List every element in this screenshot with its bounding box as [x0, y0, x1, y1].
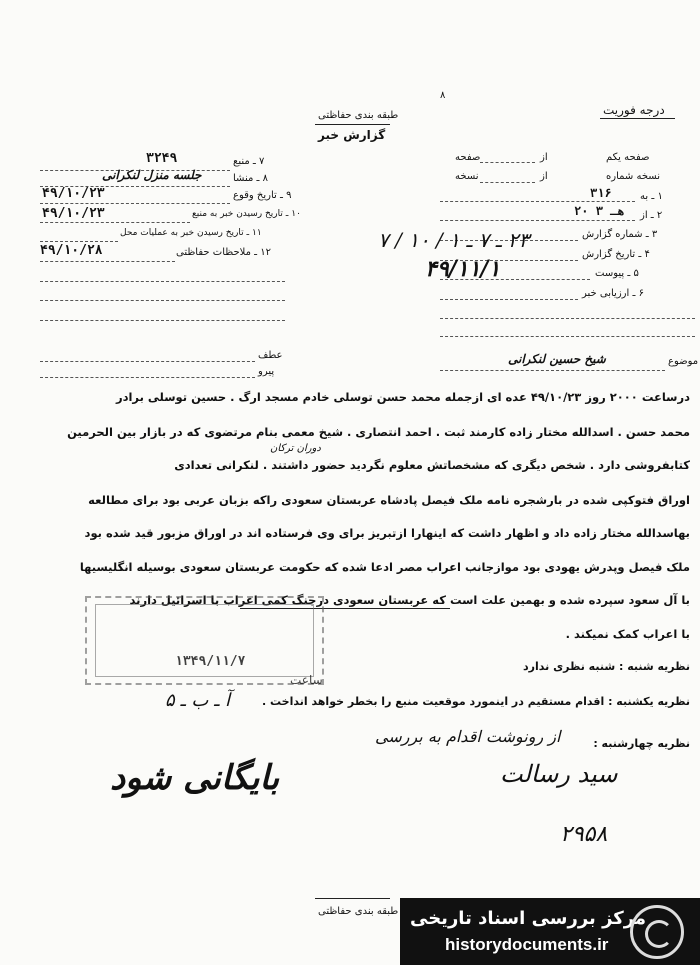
- opinion-wednesday: نظریه چهارشنبه :: [593, 737, 690, 750]
- handwritten-signature: سید رسالت: [500, 760, 618, 788]
- footer-classification: طبقه بندی حفاظتی: [318, 906, 399, 917]
- field-occur-date-value: ۴۹/۱۰/۲۳: [42, 186, 105, 201]
- field-received-source-value: ۴۹/۱۰/۲۳: [42, 206, 105, 221]
- field-origin-label: ۸ ـ منشا: [233, 173, 269, 184]
- handwritten-note-1: آ ـ ب ـ ۵: [165, 690, 231, 711]
- body-line: با اعراب کمک نمیکند .: [565, 627, 690, 641]
- handwritten-note-2: از رونوشت اقدام به بررسی: [375, 727, 561, 746]
- report-title: گزارش خبر: [318, 128, 386, 142]
- handwritten-report-number: ۲۳ ـ ۷ ـ ۱ / ۱۰ / ۷: [378, 228, 530, 252]
- field-to-value: ۳۱۶: [590, 186, 612, 200]
- field-copy-from: از: [540, 171, 548, 182]
- field-page-label: صفحه یکم: [606, 152, 650, 163]
- field-occur-date-label: ۹ ـ تاریخ وقوع: [233, 190, 292, 201]
- field-protection-value: ۴۹/۱۰/۲۸: [40, 243, 103, 258]
- field-received-source-label: ۱۰ ـ تاریخ رسیدن خبر به منبع: [192, 209, 301, 219]
- watermark-url: historydocuments.ir: [445, 935, 609, 954]
- stamp-time-label: ساعت: [290, 673, 323, 687]
- field-received-ops-label: ۱۱ ـ تاریخ رسیدن خبر به عملیات محل: [120, 228, 262, 238]
- urgency-label: درجه فوریت: [603, 103, 665, 117]
- body-line: محمد حسن . اسدالله مختار زاده کارمند ثبت . احمد انتصاری . شیخ معمی بنام مرتضوی که در بازار بین الحرمین: [67, 425, 690, 439]
- body-line: کتابفروشی دارد . شخص دیگری که مشخصاتش معلوم نگردید حضور داشتند . لنکرانی تعدادی: [174, 458, 690, 472]
- field-protection-label: ۱۲ ـ ملاحظات حفاظتی: [176, 247, 271, 258]
- body-line: درساعت ۲۰۰۰ روز ۴۹/۱۰/۲۳ عده ای ازجمله محمد حسن توسلی خادم مسجد ارگ . حسین توسلی برادر: [115, 390, 690, 404]
- field-from-label: ۲ ـ از: [640, 210, 663, 221]
- field-report-number-label: ۳ ـ شماره گزارش: [582, 229, 658, 240]
- field-source-value: ۳۲۴۹: [146, 151, 178, 166]
- archive-logo-icon: [630, 905, 684, 959]
- watermark-title: مرکز بررسی اسناد تاریخی: [410, 908, 647, 929]
- body-line: اوراق فتوکپی شده در بارشجره نامه ملک فیصل پادشاه عربستان سعودی راکه بزبان عربی بود برای مطالعه: [88, 493, 690, 507]
- attach-second-label: پیرو: [258, 366, 275, 377]
- subject-value: شیخ حسین لنکرانی: [508, 352, 606, 366]
- body-line: بهاسدالله مختار زاده داد و اظهار داشت که اینهارا ازتبریز برای وی فرستاده اند در اوراق مزبور قید شده بود: [84, 526, 690, 540]
- handwritten-report-date: ۴۹/۱۱/۱: [425, 256, 501, 282]
- field-to-label: ۱ ـ به: [640, 191, 663, 202]
- body-line: ملک فیصل وپدرش یهودی بود موازجانب اعراب مصر ادعا شده که حکومت عربستان سعودی بوسیله انگلیسیها: [79, 560, 690, 574]
- field-evaluation-label: ۶ ـ ارزیابی خبر: [582, 288, 644, 299]
- field-origin-value: جلسه منزل لنکرانی: [102, 168, 202, 182]
- field-from-value: ۲۰ هـ ۳: [574, 204, 625, 218]
- field-copy-label: نسخه شماره: [606, 171, 660, 182]
- handwritten-ref-number: ۲۹۵۸: [560, 822, 608, 847]
- classification-label: طبقه بندی حفاظتی: [318, 110, 399, 121]
- header-mark: ۸: [440, 90, 446, 101]
- field-report-date-label: ۴ ـ تاریخ گزارش: [582, 249, 650, 260]
- field-page-from: از: [540, 152, 548, 163]
- handwritten-archive: بایگانی شود: [110, 758, 280, 798]
- field-source-label: ۷ ـ منبع: [233, 156, 265, 167]
- field-page-word: صفحه: [455, 152, 481, 163]
- inline-handwritten-note: دوران ترکان: [270, 443, 321, 454]
- opinion-saturday: نظریه شنبه : شنبه نظری ندارد: [523, 660, 690, 673]
- field-attachment-label: ۵ ـ پیوست: [595, 268, 639, 279]
- attach-first-label: عطف: [258, 350, 283, 361]
- stamp-date: ۱۳۴۹/۱۱/۷: [175, 654, 246, 669]
- subject-label: موضوع: [668, 356, 699, 367]
- body-line: با آل سعود سپرده شده و بهمین علت است که عربستان سعودی درجنگ کمی اعراب با اسرائیل دارند: [129, 593, 690, 607]
- opinion-sunday: نظریه یکشنبه : اقدام مستقیم در اینمورد موقعیت منبع را بخطر خواهد انداخت .: [262, 695, 690, 708]
- field-copy-word: نسخه: [455, 171, 479, 182]
